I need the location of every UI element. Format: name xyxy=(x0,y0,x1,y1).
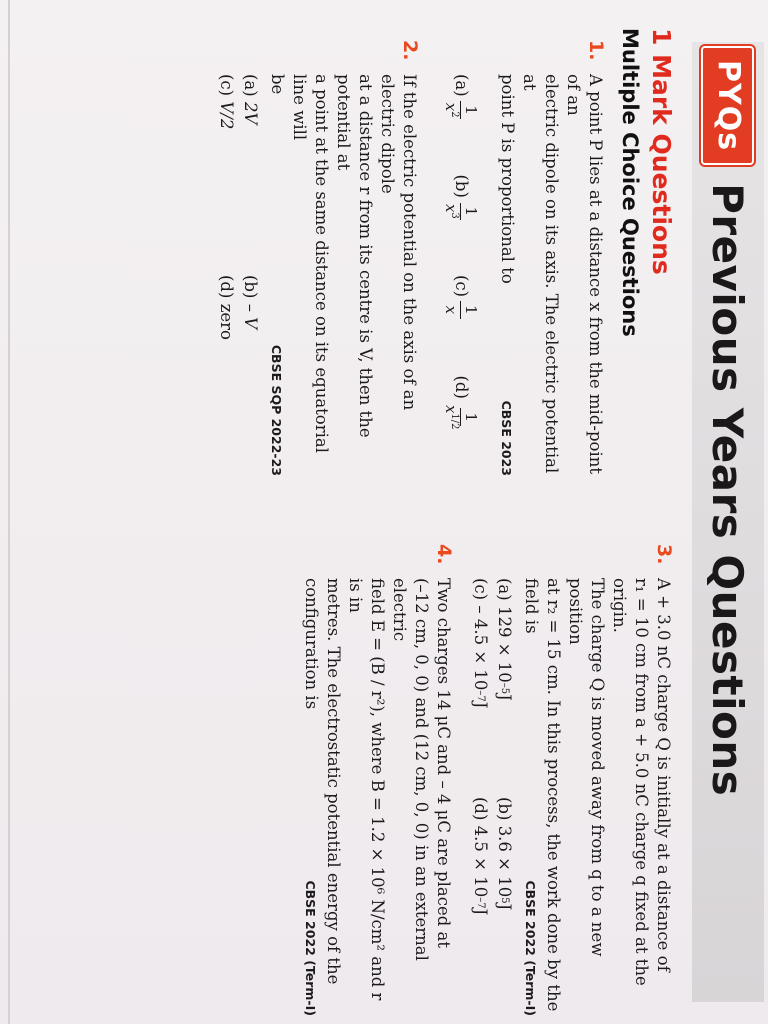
option-label: (d) xyxy=(452,375,471,399)
option-value: – V xyxy=(241,303,260,330)
pyqs-badge: PYQs xyxy=(702,46,755,165)
question-text xyxy=(520,578,674,1016)
question-3 xyxy=(468,540,674,1016)
question-line: field is xyxy=(522,578,541,634)
option-a[interactable] xyxy=(238,74,262,275)
option-base: 3.6 × 10 xyxy=(495,825,514,898)
question-line: A + 3.0 nC charge Q is initially at a distance of xyxy=(654,578,673,972)
fraction-numerator: 1 xyxy=(461,408,481,426)
question-line: be xyxy=(268,74,287,95)
den-exp: 2 xyxy=(449,111,461,118)
question-text xyxy=(300,578,454,1016)
fraction xyxy=(442,202,481,221)
question-line: The charge Q is moved away from q to a new position xyxy=(566,578,607,957)
option-a[interactable]: (a) 129 × 10 –5 J xyxy=(495,578,514,701)
source-tag: CBSE 2022 (Term-I) xyxy=(523,880,538,1016)
source-tag: CBSE 2023 xyxy=(499,400,514,476)
option-value: 2V xyxy=(241,101,260,125)
fraction-denominator xyxy=(442,101,461,120)
option-c[interactable]: (c) – 4.5 × 10 –7 J xyxy=(471,578,490,709)
question-line: Two charges 14 μC and – 4 μC are placed at xyxy=(434,578,453,948)
fraction xyxy=(442,301,481,319)
fraction-numerator: 1 xyxy=(461,301,481,319)
question-line: (–12 cm, 0, 0) and (12 cm, 0, 0) in an external electric xyxy=(390,578,431,961)
question-number: 3. xyxy=(653,544,675,565)
question-number: 4. xyxy=(433,544,455,565)
question-line: A point P lies at a distance x from the mid-point of an xyxy=(564,74,605,474)
fraction xyxy=(442,403,481,432)
option-b[interactable]: (b) 3.6 × 10 5 J xyxy=(495,797,514,911)
option-base: 4.5 × 10 xyxy=(471,825,490,898)
question-line: metres. The electrostatic potential energy of the xyxy=(324,578,343,985)
fraction-denominator xyxy=(442,202,461,221)
option-c[interactable] xyxy=(214,74,238,275)
options xyxy=(434,74,488,476)
question-2 xyxy=(214,36,420,476)
question-line: r₁ = 10 cm from a + 5.0 nC charge q fixed at the origin. xyxy=(610,578,651,986)
fraction xyxy=(442,101,481,120)
question-line: at a distance r from its centre is V, then the potential at xyxy=(334,74,375,438)
spacer xyxy=(454,540,468,1016)
question-line: a point at the same distance on its equatorial line will xyxy=(290,74,331,454)
option-value: zero xyxy=(217,303,236,340)
option-label: (d) xyxy=(217,275,236,299)
option-base: – 4.5 × 10 xyxy=(471,605,490,691)
fraction-numerator: 1 xyxy=(461,101,481,119)
right-column xyxy=(300,540,674,1016)
page-title: Previous Years Questions xyxy=(703,183,753,797)
option-unit: J xyxy=(471,908,490,916)
den-exp: 1/2 xyxy=(449,413,461,430)
den-var: x xyxy=(442,305,461,315)
source-tag: CBSE SQP 2022-23 xyxy=(269,344,284,476)
option-base: 129 × 10 xyxy=(495,605,514,683)
option-label: (c) xyxy=(452,275,471,298)
option-d[interactable]: (d) 4.5 × 10 –7 J xyxy=(471,797,490,916)
option-a[interactable] xyxy=(434,74,488,175)
den-exp: 3 xyxy=(449,212,461,219)
section-title: 1 Mark Questions xyxy=(647,28,676,275)
den-var: x xyxy=(442,404,461,414)
option-unit: J xyxy=(495,903,514,911)
page-edge-divider xyxy=(8,0,10,1024)
fraction-numerator: 1 xyxy=(461,203,481,221)
option-unit: J xyxy=(495,694,514,701)
option-label: (a) xyxy=(241,74,260,97)
options xyxy=(468,578,516,1016)
question-1 xyxy=(434,36,606,476)
question-text xyxy=(266,74,420,476)
spacer xyxy=(420,36,434,476)
option-value: V/2 xyxy=(217,101,236,130)
den-var: x xyxy=(442,102,461,112)
sub-title: Multiple Choice Questions xyxy=(618,28,642,337)
question-number: 2. xyxy=(399,40,421,61)
page-header xyxy=(692,42,764,1002)
question-line: configuration is xyxy=(302,578,321,710)
option-unit: J xyxy=(471,701,490,709)
option-label: (a) xyxy=(495,578,514,601)
option-b[interactable] xyxy=(434,175,488,276)
option-c[interactable] xyxy=(434,275,488,376)
fraction-denominator xyxy=(442,304,461,316)
question-line: If the electric potential on the axis of an electric dipole xyxy=(378,74,419,411)
option-label: (b) xyxy=(452,174,471,198)
option-b[interactable] xyxy=(238,275,262,476)
options xyxy=(214,74,262,476)
source-tag: CBSE 2022 (Term-I) xyxy=(303,880,318,1016)
option-label: (b) xyxy=(241,275,260,299)
question-number: 1. xyxy=(585,40,607,61)
option-label: (c) xyxy=(217,74,236,97)
left-column xyxy=(214,36,606,476)
question-4 xyxy=(300,540,454,1016)
option-label: (c) xyxy=(471,578,490,601)
question-line: point P is proportional to xyxy=(498,74,517,284)
option-d[interactable] xyxy=(434,376,488,477)
fraction-denominator xyxy=(442,403,461,432)
question-line: electric dipole on its axis. The electric potential at xyxy=(520,74,561,474)
question-line: at r₂ = 15 cm. In this process, the work done by the xyxy=(544,578,563,1012)
question-line: field E = (B / r²), where B = 1.2 × 10⁶ N/cm² and r is in xyxy=(346,578,387,1001)
option-label: (d) xyxy=(471,797,490,821)
den-var: x xyxy=(442,203,461,213)
option-label: (b) xyxy=(495,797,514,821)
option-d[interactable] xyxy=(214,275,238,476)
option-label: (a) xyxy=(452,74,471,97)
